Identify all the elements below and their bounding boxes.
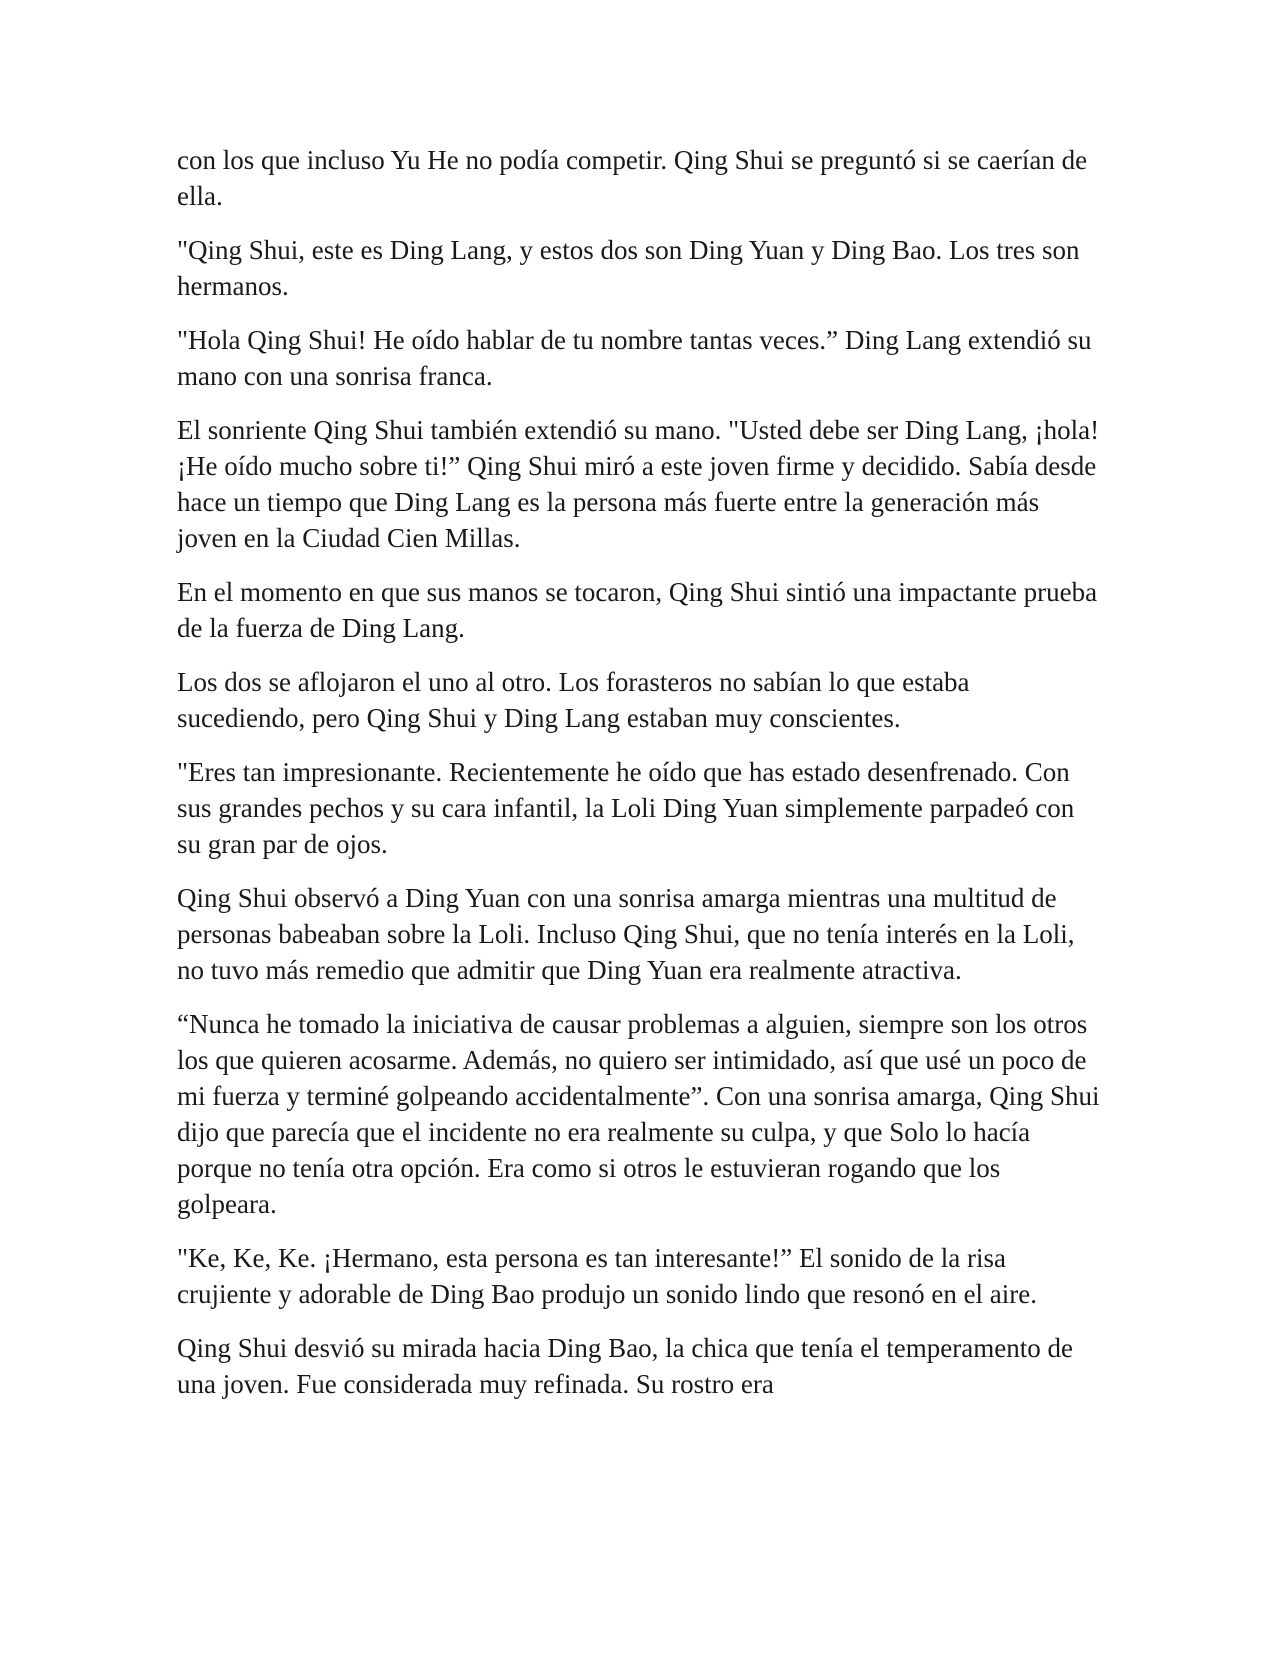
paragraph-1: con los que incluso Yu He no podía competir. Qing Shui se preguntó si se caerían de ella. — [177, 145, 1088, 211]
paragraph-2: "Qing Shui, este es Ding Lang, y estos dos son Ding Yuan y Ding Bao. Los tres son hermanos. — [177, 235, 1080, 301]
paragraph-7: "Eres tan impresionante. Recientemente he oído que has estado desenfrenado. Con sus grandes pechos y su cara infantil, la Loli Ding Yuan simplemente parpadeó con su gran par de ojos. — [177, 757, 1075, 859]
paragraph-6: Los dos se aflojaron el uno al otro. Los forasteros no sabían lo que estaba sucediendo, pero Qing Shui y Ding Lang estaban muy conscientes. — [177, 667, 970, 733]
paragraph-5: En el momento en que sus manos se tocaron, Qing Shui sintió una impactante prueba de la fuerza de Ding Lang. — [177, 577, 1098, 643]
paragraph-3: "Hola Qing Shui! He oído hablar de tu nombre tantas veces.” Ding Lang extendió su mano con una sonrisa franca. — [177, 325, 1092, 391]
paragraph-11: Qing Shui desvió su mirada hacia Ding Bao, la chica que tenía el temperamento de una joven. Fue considerada muy refinada. Su rostro era — [177, 1333, 1073, 1399]
document-body — [177, 142, 1104, 1402]
paragraph-4: El sonriente Qing Shui también extendió su mano. "Usted debe ser Ding Lang, ¡hola! ¡He oído mucho sobre ti!” Qing Shui miró a este joven firme y decidido. Sabía desde hace un tiempo que Ding Lang es la persona más fuerte entre la generación más joven en la Ciudad Cien Millas. — [177, 415, 1100, 553]
paragraph-8: Qing Shui observó a Ding Yuan con una sonrisa amarga mientras una multitud de personas babeaban sobre la Loli. Incluso Qing Shui, que no tenía interés en la Loli, no tuvo más remedio que admitir que Ding Yuan era realmente atractiva. — [177, 883, 1075, 985]
paragraph-9: “Nunca he tomado la iniciativa de causar problemas a alguien, siempre son los otros los que quieren acosarme. Además, no quiero ser intimidado, así que usé un poco de mi fuerza y terminé golpeando accidentalmente”. Con una sonrisa amarga, Qing Shui dijo que parecía que el incidente no era realmente su culpa, y que Solo lo hacía porque no tenía otra opción. Era como si otros le estuvieran rogando que los golpeara. — [177, 1009, 1100, 1219]
paragraph-10: "Ke, Ke, Ke. ¡Hermano, esta persona es tan interesante!” El sonido de la risa crujiente y adorable de Ding Bao produjo un sonido lindo que resonó en el aire. — [177, 1243, 1038, 1309]
